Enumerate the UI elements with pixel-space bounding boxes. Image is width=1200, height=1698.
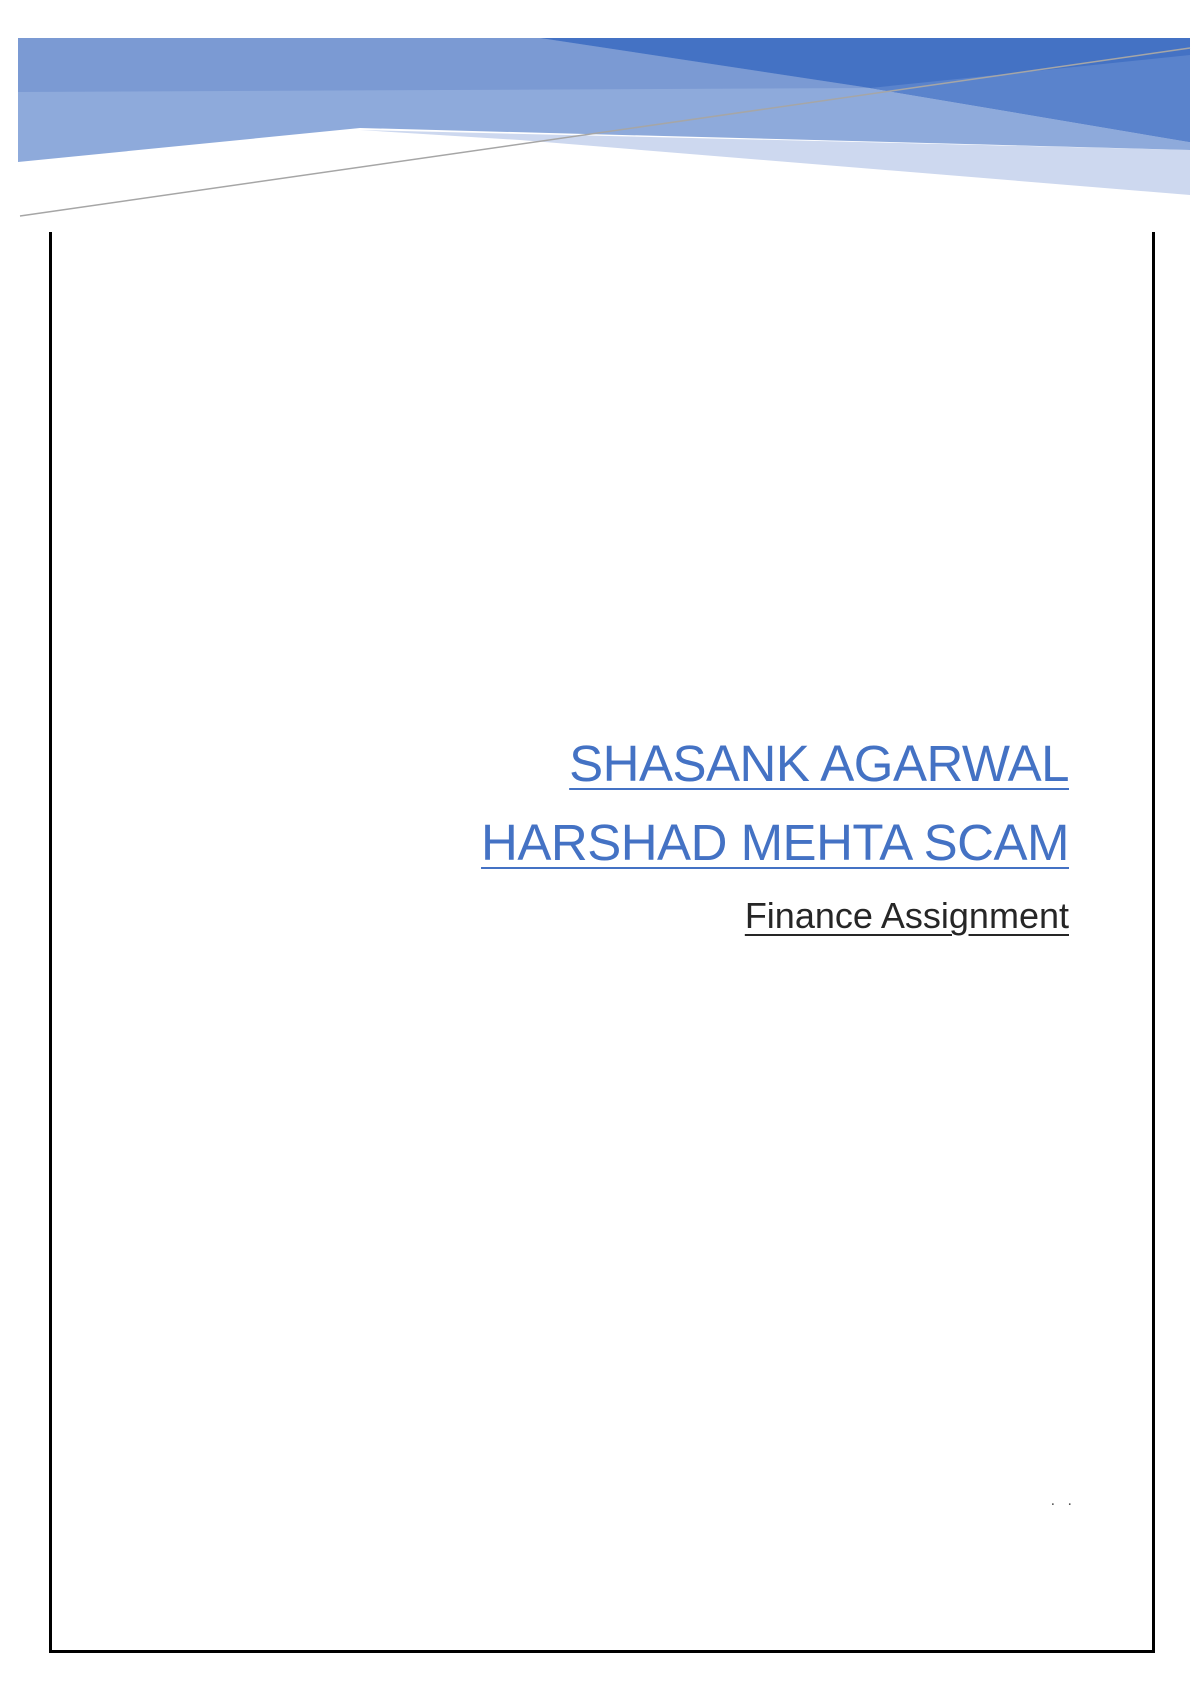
document-subtitle: Finance Assignment <box>744 895 1069 936</box>
header-banner-graphic <box>0 0 1200 240</box>
footer-marks: . . <box>1050 1492 1076 1509</box>
page-border-frame <box>49 232 1155 1653</box>
document-title: HARSHAD MEHTA SCAM <box>481 814 1069 871</box>
author-name: SHASANK AGARWAL <box>569 735 1069 792</box>
title-block <box>481 735 1069 936</box>
